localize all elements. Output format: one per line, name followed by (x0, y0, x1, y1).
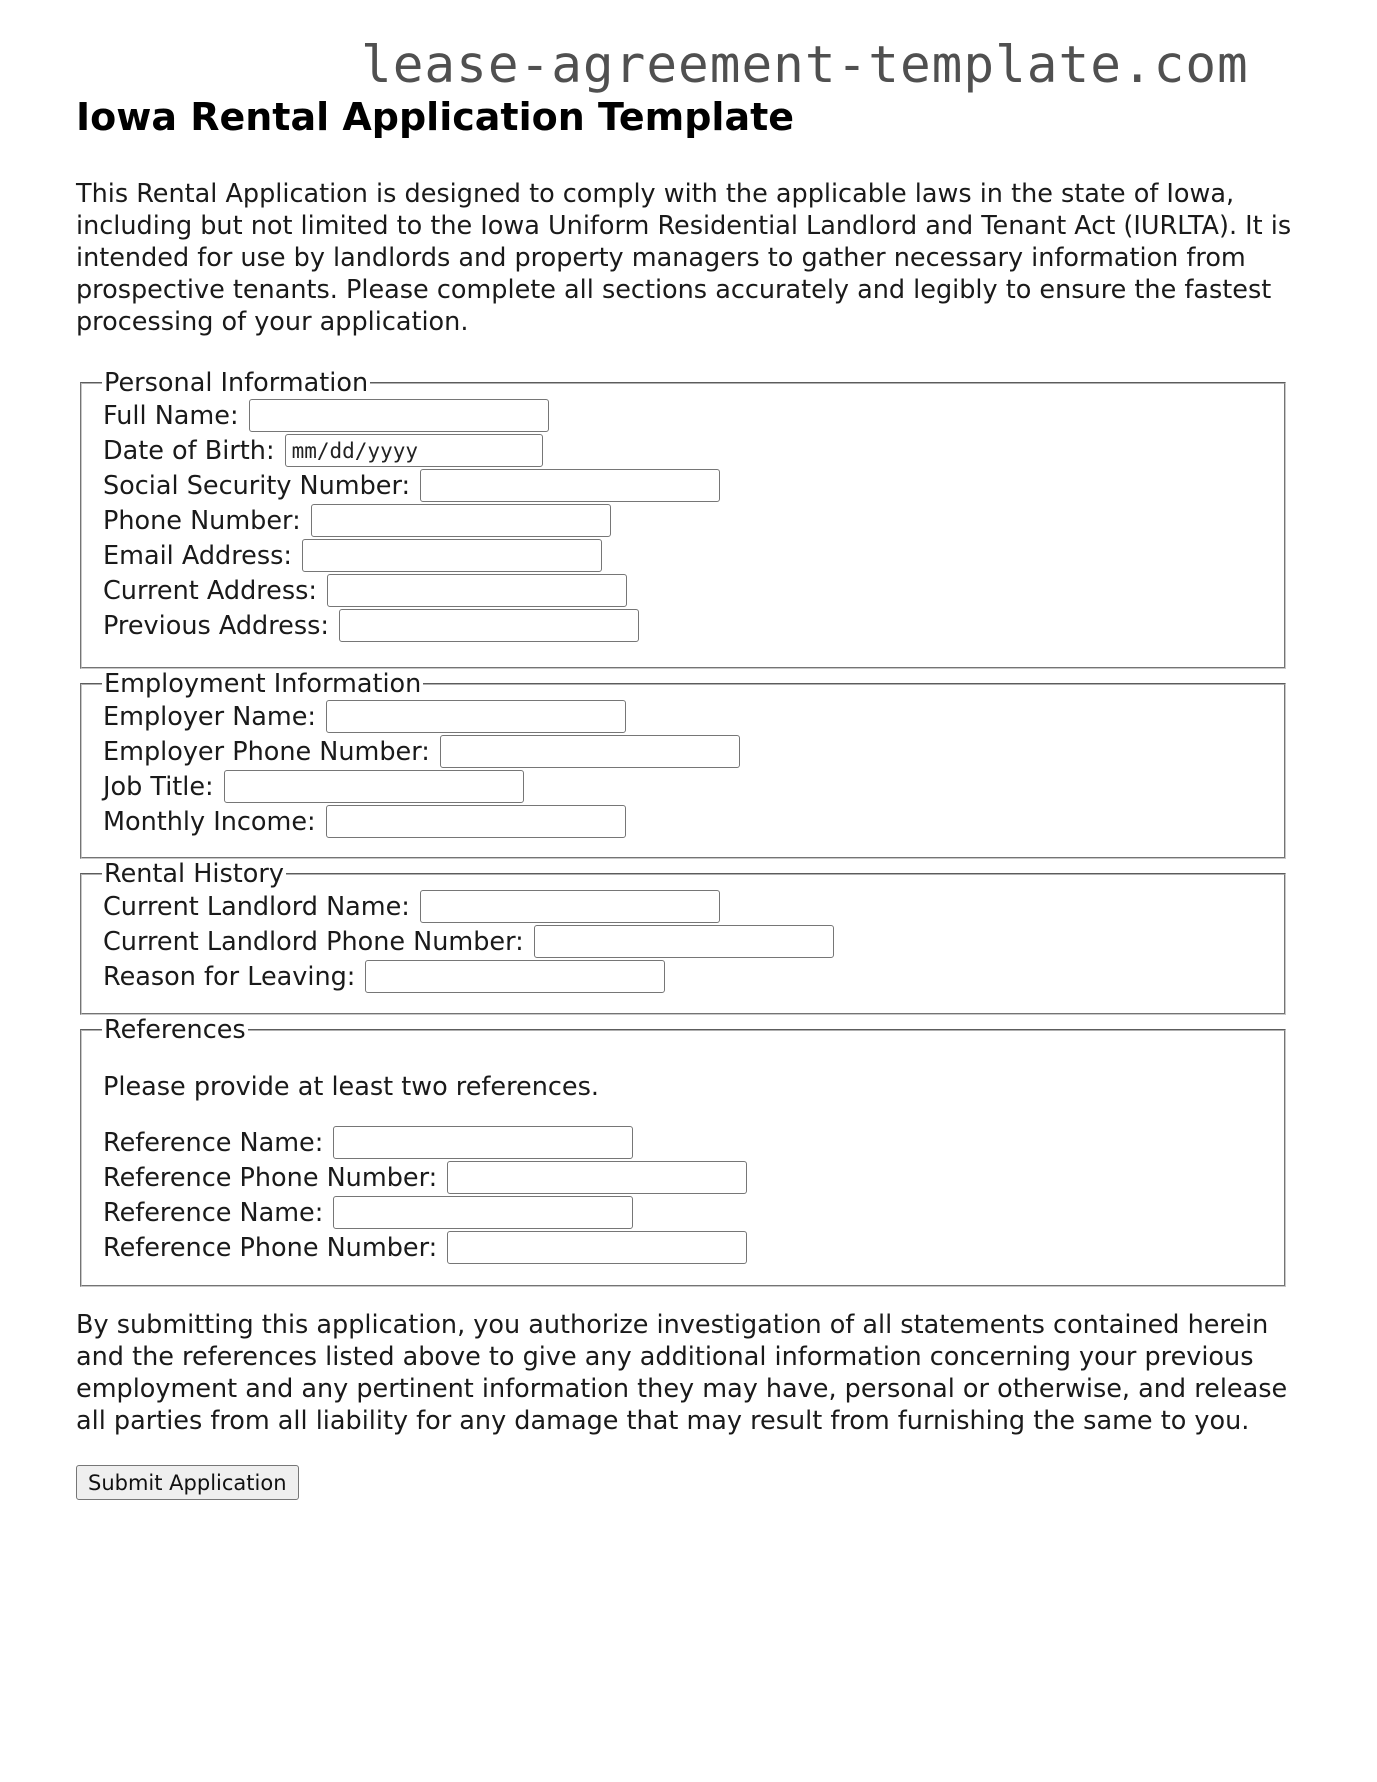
landlord-phone-input[interactable] (534, 925, 834, 958)
reason-for-leaving-label: Reason for Leaving: (103, 961, 356, 992)
dob-label: Date of Birth: (103, 435, 275, 466)
email-row (82, 538, 1284, 573)
reference-1-phone-row (82, 1160, 1284, 1195)
full-name-input[interactable] (249, 399, 549, 432)
authorization-paragraph: By submitting this application, you authorize investigation of all statements contained herein and the references listed above to give any additional information concerning your previous employment and any pertinent information they may have, personal or otherwise, and release all parties from all liability for any damage that may result from furnishing the same to you. (76, 1310, 1288, 1436)
dob-row (82, 433, 1284, 468)
dob-input[interactable] (285, 434, 543, 467)
reference-2-phone-label: Reference Phone Number: (103, 1232, 438, 1263)
intro-paragraph: This Rental Application is designed to comply with the applicable laws in the state of Iowa, including but not limited to the Iowa Uniform Residential Landlord and Tenant Act (IURLTA). It is intended for use by landlords and property managers to gather necessary information from prospective tenants. Please complete all sections accurately and legibly to ensure the fastest processing of your application. (76, 179, 1292, 337)
landlord-name-row (82, 889, 1284, 924)
previous-address-row (82, 608, 1284, 643)
rental-application (76, 92, 1306, 1500)
ssn-label: Social Security Number: (103, 470, 411, 501)
employer-phone-input[interactable] (440, 735, 740, 768)
reference-1-phone-label: Reference Phone Number: (103, 1162, 438, 1193)
full-name-row (82, 398, 1284, 433)
rental-history-legend: Rental History (104, 859, 284, 889)
submit-application-button[interactable]: Submit Application (76, 1465, 299, 1500)
watermark: lease-agreement-template.com (361, 36, 1249, 95)
landlord-phone-row (82, 924, 1284, 959)
job-title-row (82, 769, 1284, 804)
monthly-income-row (82, 804, 1284, 839)
monthly-income-input[interactable] (326, 805, 626, 838)
current-address-row (82, 573, 1284, 608)
reference-2-name-label: Reference Name: (103, 1197, 324, 1228)
reference-2-phone-row (82, 1230, 1284, 1265)
phone-label: Phone Number: (103, 505, 301, 536)
phone-row (82, 503, 1284, 538)
application-form (76, 368, 1306, 1500)
email-label: Email Address: (103, 540, 292, 571)
current-address-label: Current Address: (103, 575, 318, 606)
reference-2-phone-input[interactable] (447, 1231, 747, 1264)
rental-history-section (80, 859, 1286, 1015)
job-title-input[interactable] (224, 770, 524, 803)
reference-2-name-input[interactable] (333, 1196, 633, 1229)
reference-2-name-row (82, 1195, 1284, 1230)
landlord-name-input[interactable] (420, 890, 720, 923)
references-note: Please provide at least two references. (103, 1072, 599, 1102)
ssn-input[interactable] (420, 469, 720, 502)
previous-address-input[interactable] (339, 609, 639, 642)
previous-address-label: Previous Address: (103, 610, 330, 641)
employer-name-row (82, 699, 1284, 734)
personal-information-section (80, 368, 1286, 669)
email-input[interactable] (302, 539, 602, 572)
employer-phone-label: Employer Phone Number: (103, 736, 430, 767)
current-address-input[interactable] (327, 574, 627, 607)
reference-1-name-input[interactable] (333, 1126, 633, 1159)
landlord-name-label: Current Landlord Name: (103, 891, 410, 922)
employer-name-input[interactable] (326, 700, 626, 733)
job-title-label: Job Title: (103, 771, 214, 802)
page-title: Iowa Rental Application Template (76, 95, 795, 139)
reason-for-leaving-row (82, 959, 1284, 994)
phone-input[interactable] (311, 504, 611, 537)
employer-phone-row (82, 734, 1284, 769)
monthly-income-label: Monthly Income: (103, 806, 316, 837)
ssn-row (82, 468, 1284, 503)
reference-1-phone-input[interactable] (447, 1161, 747, 1194)
reference-1-name-row (82, 1125, 1284, 1160)
reference-1-name-label: Reference Name: (103, 1127, 324, 1158)
references-legend: References (104, 1015, 246, 1045)
employment-information-legend: Employment Information (104, 669, 422, 699)
personal-information-legend: Personal Information (104, 368, 369, 398)
employer-name-label: Employer Name: (103, 701, 317, 732)
landlord-phone-label: Current Landlord Phone Number: (103, 926, 524, 957)
references-section (80, 1015, 1286, 1287)
employment-information-section (80, 669, 1286, 859)
full-name-label: Full Name: (103, 400, 239, 431)
reason-for-leaving-input[interactable] (365, 960, 665, 993)
